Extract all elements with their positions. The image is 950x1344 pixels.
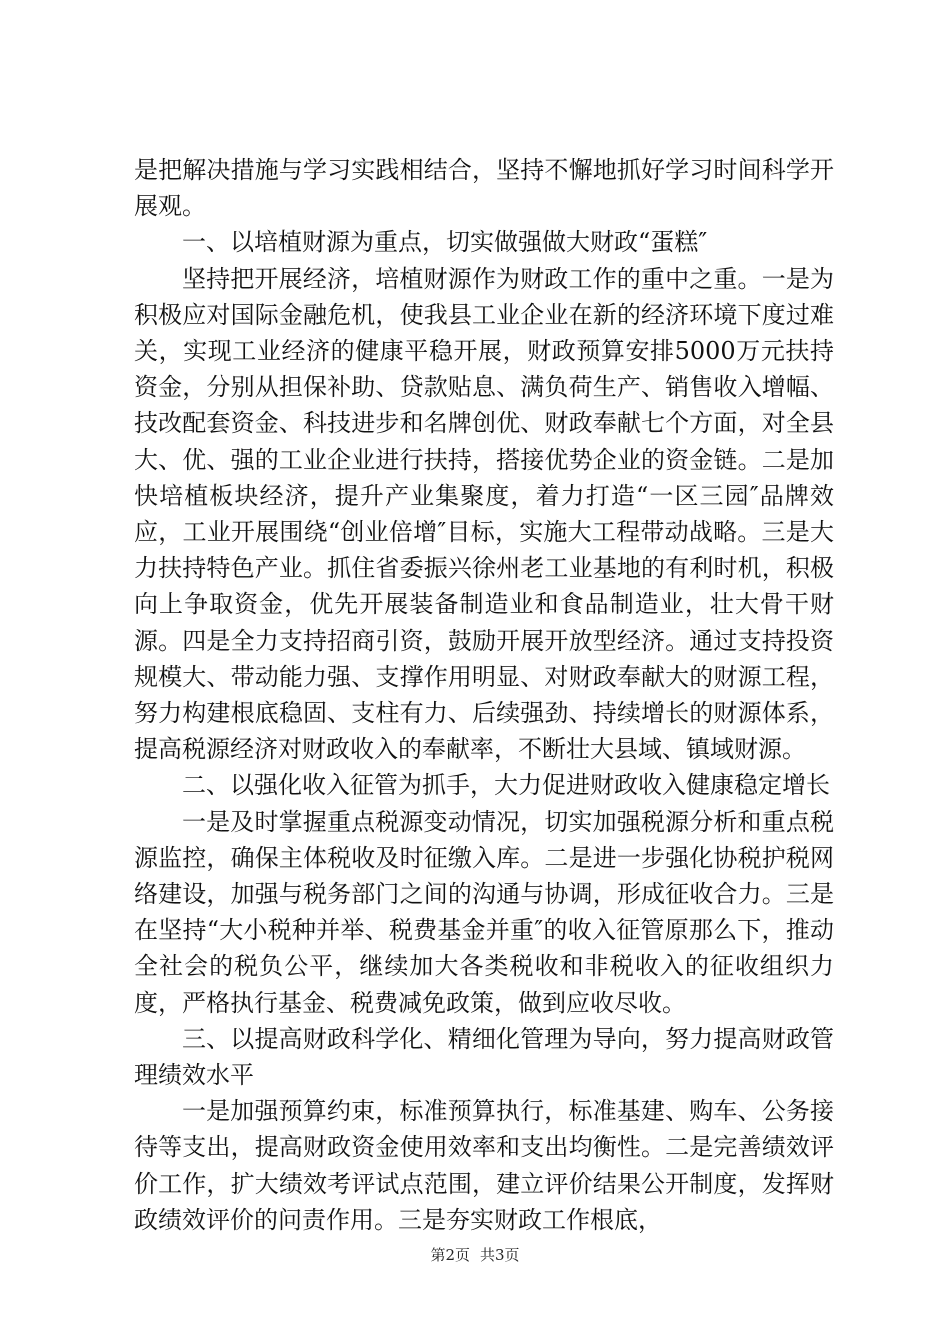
paragraph-body: 一是及时掌握重点税源变动情况，切实加强税源分析和重点税源监控，确保主体税收及时征缴入库。二是进一步强化协税护税网络建设，加强与税务部门之间的沟通与协调，形成征收合力。三是在坚持“大小税种并举、税费基金并重″的收入征管原那么下，推动全社会的税负公平，继续加大各类税收和非税收入的征收组织力度，严格执行基金、税费减免政策，做到应收尽收。	[134, 807, 834, 1017]
section-heading-3: 三、以提高财政科学化、精细化管理为导向，努力提高财政管理绩效水平	[134, 1024, 834, 1090]
page-number: 第2页	[430, 1246, 470, 1264]
paragraph-continuation: 是把解决措施与学习实践相结合，坚持不懈地抓好学习时间科学开展观。	[134, 156, 834, 221]
section-heading-1: 一、以培植财源为重点，切实做强做大财政“蛋糕″	[182, 228, 708, 257]
document-body	[134, 152, 834, 1238]
paragraph-body: 坚持把开展经济，培植财源作为财政工作的重中之重。一是为积极应对国际金融危机，使我县工业企业在新的经济环境下度过难关，实现工业经济的健康平稳开展，财政预算安排5000万元扶持资金，分别从担保补助、贷款贴息、满负荷生产、销售收入增幅、技改配套资金、科技进步和名牌创优、财政奉献七个方面，对全县大、优、强的工业企业进行扶持，搭接优势企业的资金链。二是加快培植板块经济，提升产业集聚度，着力打造“一区三园″品牌效应，工业开展围绕“创业倍增″目标，实施大工程带动战略。三是大力扶持特色产业。抓住省委振兴徐州老工业基地的有利时机，积极向上争取资金，优先开展装备制造业和食品制造业，壮大骨干财源。四是全力支持招商引资，鼓励开展开放型经济。通过支持投资规模大、带动能力强、支撑作用明显、对财政奉献大的财源工程，努力构建根底稳固、支柱有力、后续强劲、持续增长的财源体系，提高税源经济对财政收入的奉献率，不断壮大县域、镇域财源。	[134, 264, 834, 764]
paragraph-body: 一是加强预算约束，标准预算执行，标准基建、购车、公务接待等支出，提高财政资金使用效率和支出均衡性。二是完善绩效评价工作，扩大绩效考评试点范围，建立评价结果公开制度，发挥财政绩效评价的问责作用。三是夯实财政工作根底，	[134, 1097, 834, 1234]
page-total: 共3页	[480, 1246, 520, 1264]
section-heading-2: 二、以强化收入征管为抓手，大力促进财政收入健康稳定增长	[182, 771, 830, 800]
page-footer	[0, 1244, 950, 1265]
